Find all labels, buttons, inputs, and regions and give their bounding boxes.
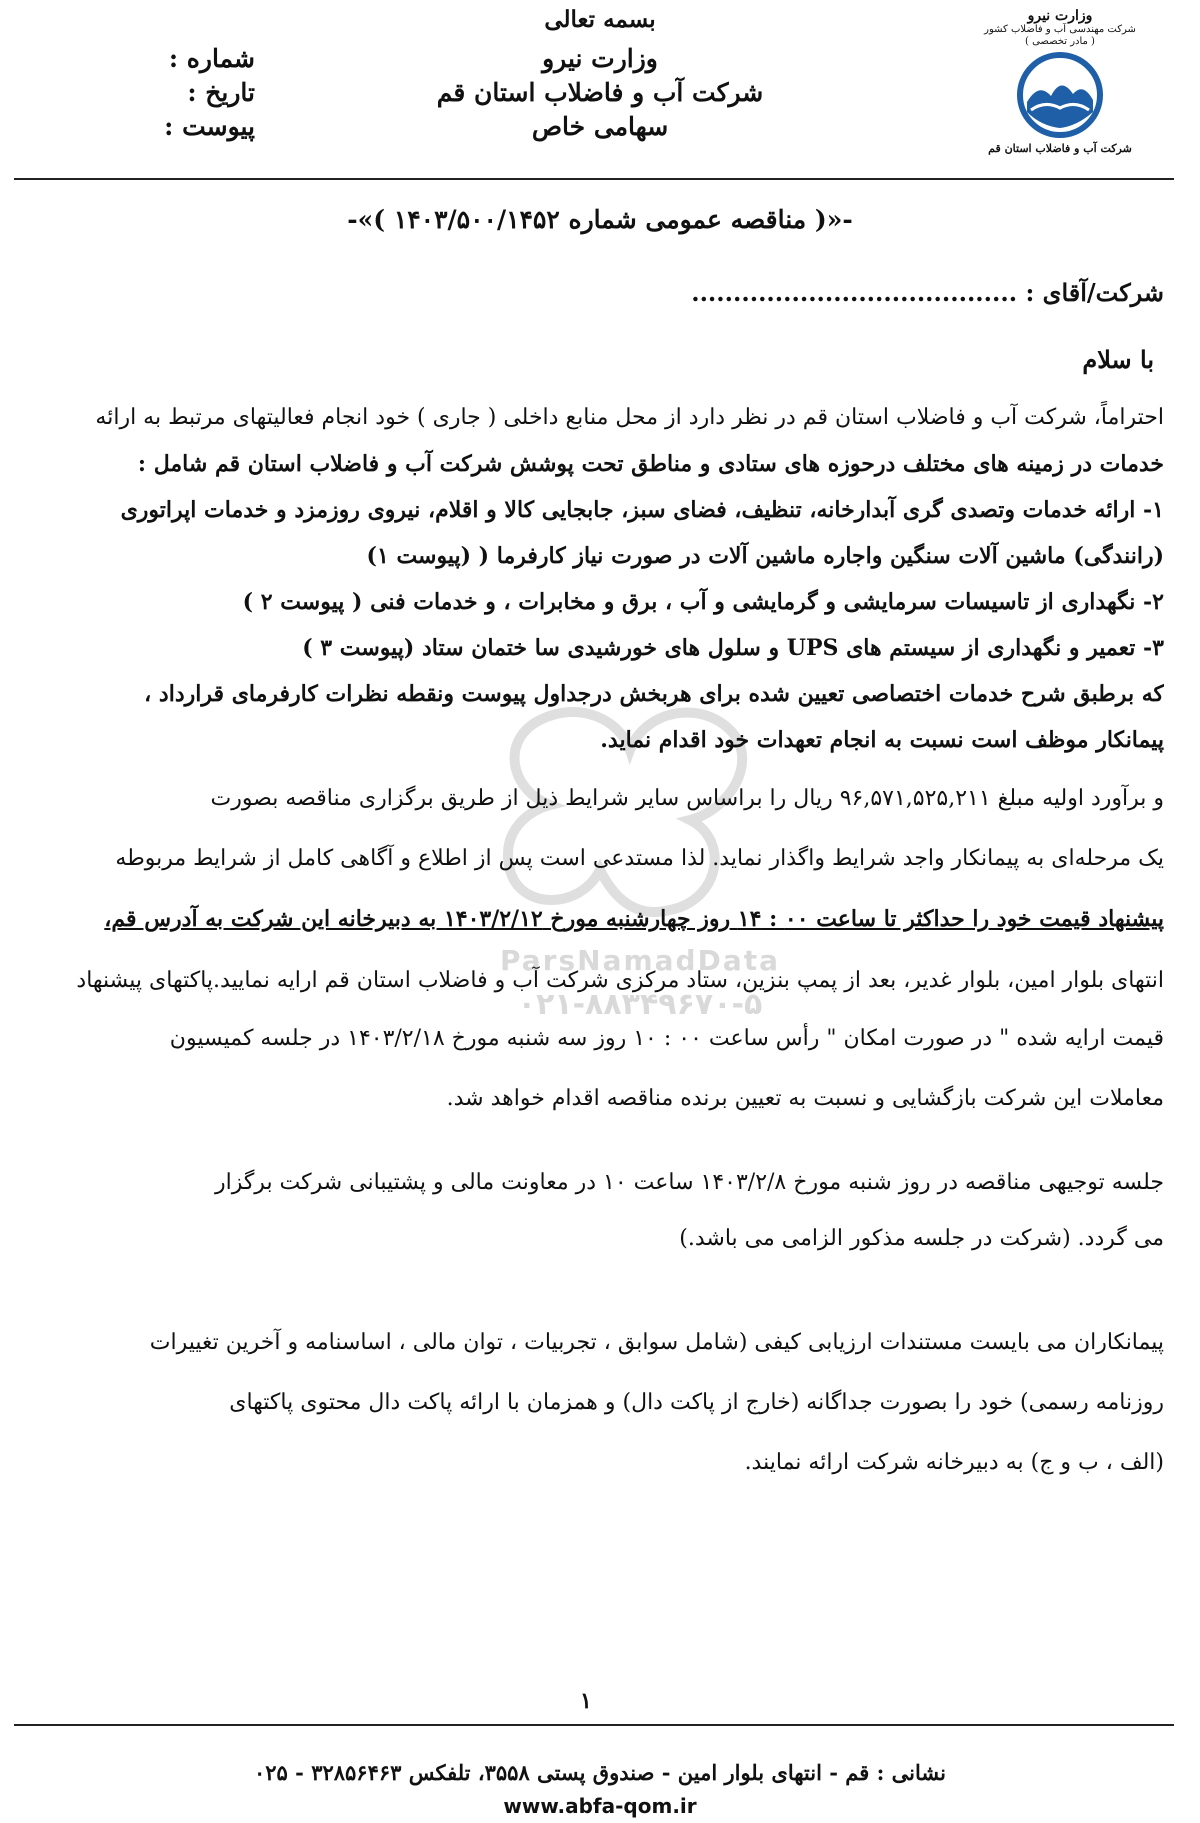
recipient-line: شرکت/آقای : ....................................... xyxy=(691,278,1164,307)
body-line-12: انتهای بلوار امین، بلوار غدیر، بعد از پمپ بنزین، ستاد مرکزی شرکت آب و فاضلاب استان قم ارایه نمایید.پاکتهای پیشنهاد xyxy=(76,968,1164,993)
header-ministry: وزارت نیرو xyxy=(542,44,658,73)
body-line-15: جلسه توجیهی مناقصه در روز شنبه مورخ ۱۴۰۳/۲/۸ ساعت ۱۰ در معاونت مالی و پشتیبانی شرکت برگزار xyxy=(214,1170,1164,1195)
body-line-17: پیمانکاران می بایست مستندات ارزیابی کیفی (شامل سوابق ، تجربیات ، توان مالی ، اساسنامه و آخرین تغییرات xyxy=(149,1330,1164,1355)
header-company-type: سهامی خاص xyxy=(531,112,669,141)
page-number: ۱ xyxy=(580,1688,592,1714)
attachment-label: پیوست : xyxy=(164,112,255,141)
body-line-1: احتراماً، شرکت آب و فاضلاب استان قم در نظر دارد از محل منابع داخلی ( جاری ) خود انجام فعالیتهای مرتبط به ارائه xyxy=(95,405,1164,430)
logo-company-text: شرکت آب و فاضلاب استان قم xyxy=(988,142,1132,155)
body-line-16: می گردد. (شرکت در جلسه مذکور الزامی می باشد.) xyxy=(679,1226,1164,1251)
body-line-10: یک مرحله‌ای به پیمانکار واجد شرایط واگذار نماید. لذا مستدعی است پس از اطلاع و آگاهی کامل از شرایط مربوطه xyxy=(115,846,1164,871)
greeting: با سلام xyxy=(1082,345,1154,374)
body-line-5: ۲- نگهداری از تاسیسات سرمایشی و گرمایشی و آب ، برق و مخابرات ، و خدمات فنی ( پیوست ۲ ) xyxy=(242,589,1164,615)
body-line-13: قیمت ارایه شده " در صورت امکان " رأس ساعت ۰۰ : ۱۰ روز سه شنبه مورخ ۱۴۰۳/۲/۱۸ در جلسه کمیسیون xyxy=(169,1026,1164,1051)
body-line-19: (الف ، ب و ج) به دبیرخانه شرکت ارائه نمایند. xyxy=(744,1450,1164,1475)
body-line-3: ۱- ارائه خدمات وتصدی گری آبدارخانه، تنظیف، فضای سبز، جابجایی کالا و اقلام، نیروی روزمزد و خدمات اپراتوری xyxy=(120,497,1164,523)
body-line-4: (رانندگی) ماشین آلات سنگین واجاره ماشین آلات در صورت نیاز کارفرما ( (پیوست ۱) xyxy=(366,543,1164,569)
body-line-11: پیشنهاد قیمت خود را حداکثر تا ساعت ۰۰ : ۱۴ روز چهارشنبه مورخ ۱۴۰۳/۲/۱۲ به دبیرخانه این شرکت به آدرس قم، xyxy=(104,906,1164,932)
body-line-6: ۳- تعمیر و نگهداری از سیستم های UPS و سلول های خورشیدی سا ختمان ستاد (پیوست ۳ ) xyxy=(302,635,1164,661)
company-logo xyxy=(950,8,1170,173)
logo-ministry-text: وزارت نیرو xyxy=(1027,8,1093,24)
footer-divider xyxy=(14,1724,1174,1726)
body-line-18: روزنامه رسمی) خود را بصورت جداگانه (خارج از پاکت دال) و همزمان با ارائه پاکت دال محتوی پاکتهای xyxy=(229,1390,1164,1415)
header-divider xyxy=(14,178,1174,180)
header-basmala: بسمه تعالی xyxy=(544,6,656,33)
logo-parent-type-text: ( مادر تخصصی ) xyxy=(1025,36,1095,47)
body-line-7: که برطبق شرح خدمات اختصاصی تعیین شده برای هربخش درجداول پیوست ونقطه نظرات کارفرمای قرارداد ، xyxy=(144,681,1164,707)
body-line-9: و برآورد اولیه مبلغ ۹۶,۵۷۱,۵۲۵,۲۱۱ ریال را براساس سایر شرایط ذیل از طریق برگزاری مناقصه بصورت xyxy=(210,786,1164,811)
water-wave-logo-icon xyxy=(1017,52,1103,138)
footer-address: نشانی : قم - انتهای بلوار امین - صندوق پستی ۳۵۵۸، تلفکس ۳۲۸۵۶۴۶۳ - ۰۲۵ xyxy=(254,1760,946,1785)
date-label: تاریخ : xyxy=(187,78,255,107)
footer-website[interactable]: www.abfa-qom.ir xyxy=(503,1794,697,1818)
number-label: شماره : xyxy=(168,44,255,73)
body-line-14: معاملات این شرکت بازگشایی و نسبت به تعیین برنده مناقصه اقدام خواهد شد. xyxy=(446,1086,1164,1111)
body-line-8: پیمانکار موظف است نسبت به انجام تعهدات خود اقدام نماید. xyxy=(600,727,1164,753)
tender-title: -«( مناقصه عمومی شماره ۱۴۰۳/۵۰۰/۱۴۵۲ )»- xyxy=(347,205,853,234)
body-line-2: خدمات در زمینه های مختلف درحوزه های ستادی و مناطق تحت پوشش شرکت آب و فاضلاب استان قم شامل : xyxy=(137,451,1164,477)
watermark-site: ParsNamadData xyxy=(500,944,780,977)
logo-parent-company-text: شرکت مهندسی آب و فاضلاب کشور xyxy=(984,24,1136,35)
watermark-phone: ۰۲۱-۸۸۳۴۹۶۷۰-۵ xyxy=(517,987,763,1022)
header-company: شرکت آب و فاضلاب استان قم xyxy=(436,78,764,107)
